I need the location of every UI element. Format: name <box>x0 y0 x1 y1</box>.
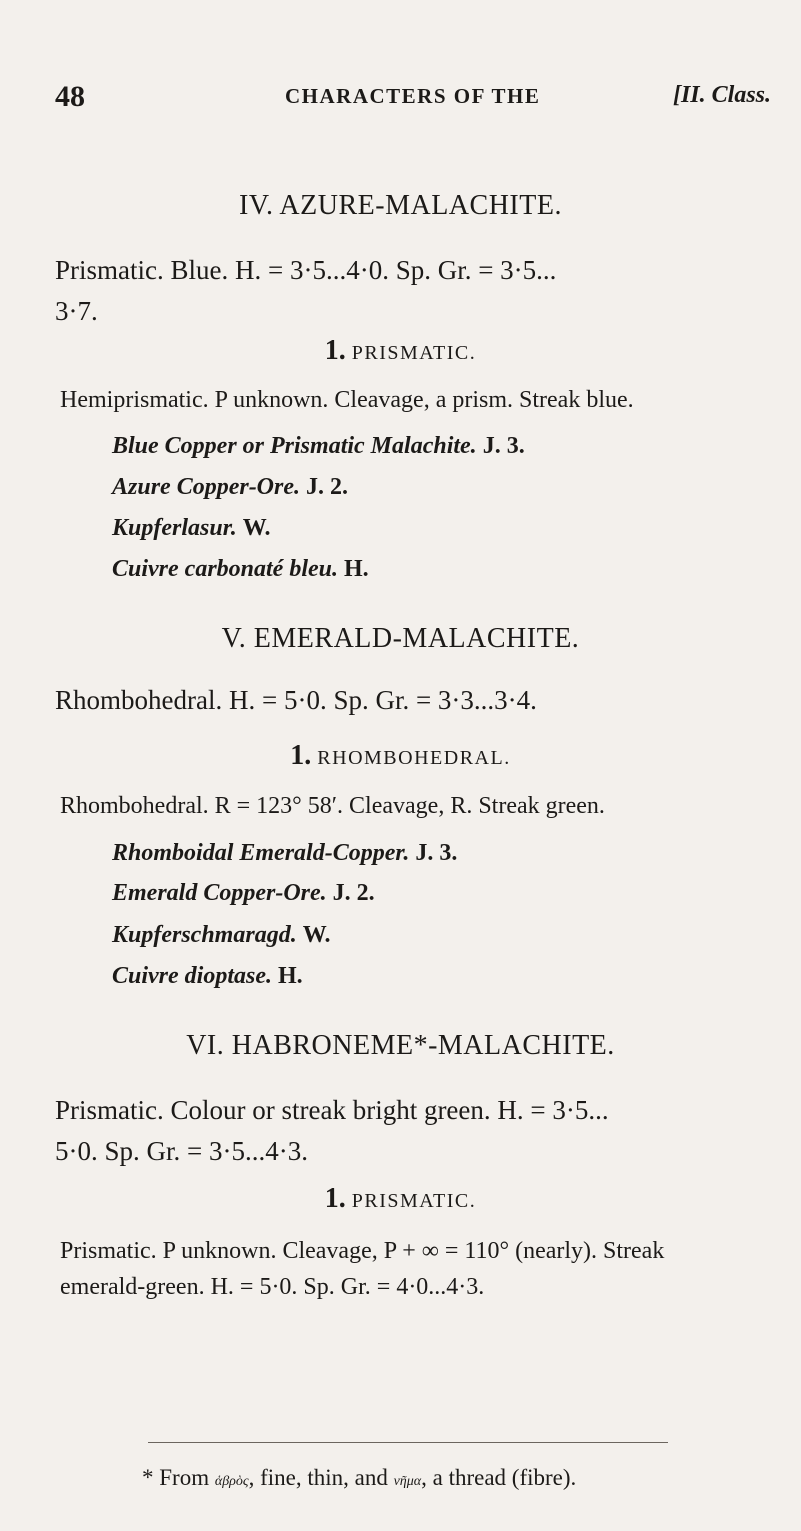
synonym-ref: H. <box>344 556 369 582</box>
section-description-emerald: Rhombohedral. H. = 5·0. Sp. Gr. = 3·3...3·4. <box>55 685 537 715</box>
synonym-name: Emerald Copper-Ore. <box>112 880 327 906</box>
synonym-name: Blue Copper or Prismatic Malachite. <box>112 433 477 459</box>
species-number: 1. <box>324 1183 346 1214</box>
running-head <box>55 80 771 120</box>
synonym-ref: J. 3. <box>415 840 458 866</box>
synonym-ref: J. 3. <box>482 433 525 459</box>
species-heading-prismatic <box>0 1183 801 1215</box>
synonym-name: Azure Copper-Ore. <box>112 474 301 500</box>
description-line: 3·7. <box>55 296 98 326</box>
synonym-entry <box>112 963 303 990</box>
species-name: PRISMATIC. <box>351 342 477 364</box>
synonym-entry <box>112 840 457 867</box>
synonym-ref: W. <box>242 515 271 541</box>
species-description: Hemiprismatic. P unknown. Cleavage, a prism. Streak blue. <box>60 387 634 413</box>
synonym-entry <box>112 515 271 542</box>
footnote-prefix: * From <box>142 1465 215 1490</box>
description-line: Prismatic. Blue. H. = 3·5...4·0. Sp. Gr. = 3·5... <box>55 255 557 285</box>
section-heading-habroneme-malachite: VI. HABRONEME*-MALACHITE. <box>186 1030 615 1061</box>
greek-word: ἁβρὸς <box>214 1474 249 1489</box>
synonym-name: Kupferlasur. <box>112 515 237 541</box>
description-line: Prismatic. Colour or streak bright green. H. = 3·5... <box>55 1095 609 1125</box>
section-heading-emerald-malachite: V. EMERALD-MALACHITE. <box>221 623 580 654</box>
species-number: 1. <box>324 335 346 366</box>
synonym-ref: W. <box>302 922 331 948</box>
section-description-azure <box>55 250 780 332</box>
synonym-entry <box>112 433 525 460</box>
section-heading-azure-malachite: IV. AZURE-MALACHITE. <box>239 190 562 221</box>
description-line: Prismatic. P unknown. Cleavage, P + ∞ = 110° (nearly). Streak <box>60 1238 665 1264</box>
page-number: 48 <box>55 80 85 113</box>
running-title: CHARACTERS OF THE <box>285 84 541 108</box>
synonym-name: Rhomboidal Emerald-Copper. <box>112 840 410 866</box>
species-name: PRISMATIC. <box>351 1190 477 1212</box>
synonym-name: Kupferschmaragd. <box>112 922 297 948</box>
synonym-entry <box>112 474 348 501</box>
synonym-entry <box>112 556 369 583</box>
synonym-name: Cuivre carbonaté bleu. <box>112 556 338 582</box>
synonym-entry <box>112 880 375 907</box>
synonym-entry <box>112 922 330 949</box>
synonym-name: Cuivre dioptase. <box>112 963 272 989</box>
description-line: 5·0. Sp. Gr. = 3·5...4·3. <box>55 1136 308 1166</box>
greek-word: νῆμα <box>393 1474 422 1489</box>
species-description: Rhombohedral. R = 123° 58′. Cleavage, R. Streak green. <box>60 793 605 819</box>
footnote-text: , a thread (fibre). <box>421 1465 577 1490</box>
class-mark: [II. Class. <box>672 82 771 108</box>
species-heading-rhombohedral <box>0 740 801 772</box>
species-name: RHOMBOHEDRAL. <box>317 747 511 769</box>
species-description <box>60 1233 780 1305</box>
footnote-text: , fine, thin, and <box>248 1465 394 1490</box>
synonym-ref: J. 2. <box>332 880 375 906</box>
footnote <box>142 1465 576 1491</box>
description-line: emerald-green. H. = 5·0. Sp. Gr. = 4·0...4·3. <box>60 1274 485 1300</box>
synonym-ref: H. <box>278 963 303 989</box>
section-description-habroneme <box>55 1090 780 1172</box>
synonym-ref: J. 2. <box>306 474 349 500</box>
species-number: 1. <box>290 740 312 771</box>
species-heading-prismatic <box>0 335 801 367</box>
footnote-rule <box>148 1442 668 1443</box>
